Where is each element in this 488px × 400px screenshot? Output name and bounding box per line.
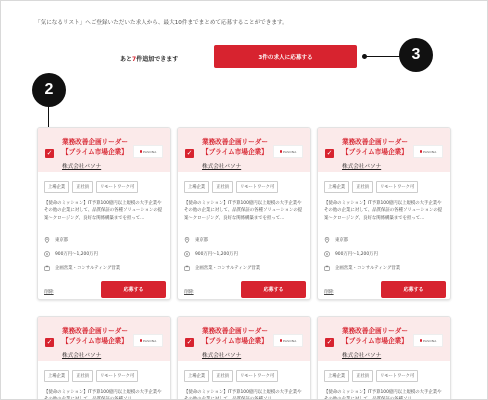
- location-row: [44, 237, 68, 243]
- intro-text: 「気になるリスト」へご登録いただいた求人から、最大10件までまとめて応募することができます。: [35, 20, 288, 26]
- location-text: 東京都: [195, 238, 209, 243]
- salary-row: [44, 251, 98, 257]
- check-icon: ✓: [46, 149, 53, 157]
- job-card[interactable]: [317, 127, 451, 300]
- salary-text: 900万円～1,200万円: [55, 252, 98, 257]
- tag: リモートワーク可: [96, 370, 138, 382]
- tag: 正社員: [72, 181, 93, 193]
- company-logo: PASONA: [413, 145, 443, 158]
- job-title[interactable]: 業務改善企画リーダー【プライム市場企業】: [62, 138, 128, 156]
- select-checkbox[interactable]: [185, 338, 194, 347]
- delete-link[interactable]: 削除: [44, 290, 54, 295]
- tag: 上場企業: [44, 181, 69, 193]
- company-name[interactable]: 株式会社パソナ: [62, 164, 102, 170]
- apply-button[interactable]: 応募する: [381, 281, 446, 298]
- tag: 上場企業: [324, 181, 349, 193]
- tag-list: [44, 181, 138, 193]
- tag-list: [324, 370, 418, 382]
- location-pin-icon: [324, 237, 330, 243]
- job-title[interactable]: 業務改善企画リーダー【プライム市場企業】: [202, 138, 268, 156]
- tag: 正社員: [352, 181, 373, 193]
- job-title[interactable]: 業務改善企画リーダー【プライム市場企業】: [342, 327, 408, 345]
- logo-mark-icon: [280, 339, 283, 342]
- tag: リモートワーク可: [96, 181, 138, 193]
- check-icon: ✓: [186, 338, 193, 346]
- salary-text: 900万円～1,200万円: [195, 252, 238, 257]
- briefcase-icon: [324, 265, 330, 271]
- salary-text: 900万円～1,200万円: [335, 252, 378, 257]
- job-type-text: 企画営業・コンサルティング営業: [195, 266, 261, 271]
- location-text: 東京都: [335, 238, 349, 243]
- tag-list: [44, 370, 138, 382]
- location-pin-icon: [44, 237, 50, 243]
- company-name[interactable]: 株式会社パソナ: [342, 353, 382, 359]
- apply-button[interactable]: 応募する: [101, 281, 166, 298]
- check-icon: ✓: [46, 338, 53, 346]
- job-description: 【使命のミッション】IT予算100億円以上規模の大手企業やその他の企業に対して、品質保証の各種ソリ: [324, 390, 442, 400]
- job-type-row: [184, 265, 260, 271]
- company-logo: PASONA: [273, 145, 303, 158]
- logo-mark-icon: [280, 150, 283, 153]
- tag: 正社員: [72, 370, 93, 382]
- briefcase-icon: [44, 265, 50, 271]
- select-checkbox[interactable]: [325, 338, 334, 347]
- tag: 上場企業: [324, 370, 349, 382]
- job-description: 【使命のミッション】IT予算100億円以上規模の大手企業やその他の企業に対して、品質保証の各種ソリューションの提案～クロージング、良好な関係構築までを担って...: [44, 201, 163, 221]
- yen-icon: [324, 251, 330, 257]
- remaining-prefix: あと: [120, 56, 133, 63]
- company-logo: PASONA: [273, 334, 303, 347]
- tag: 上場企業: [184, 370, 209, 382]
- select-checkbox[interactable]: [185, 149, 194, 158]
- logo-mark-icon: [420, 150, 423, 153]
- briefcase-icon: [184, 265, 190, 271]
- job-description: 【使命のミッション】IT予算100億円以上規模の大手企業やその他の企業に対して、品質保証の各種ソリューションの提案～クロージング、良好な関係構築までを担って...: [324, 201, 443, 221]
- company-name[interactable]: 株式会社パソナ: [342, 164, 382, 170]
- job-description: 【使命のミッション】IT予算100億円以上規模の大手企業やその他の企業に対して、品質保証の各種ソリ: [44, 390, 162, 400]
- logo-mark-icon: [140, 150, 143, 153]
- tag: 上場企業: [184, 181, 209, 193]
- company-logo: PASONA: [133, 145, 163, 158]
- yen-icon: [44, 251, 50, 257]
- tag-list: [184, 181, 278, 193]
- tag: リモートワーク可: [376, 181, 418, 193]
- job-title[interactable]: 業務改善企画リーダー【プライム市場企業】: [62, 327, 128, 345]
- logo-mark-icon: [420, 339, 423, 342]
- company-name[interactable]: 株式会社パソナ: [202, 353, 242, 359]
- job-description: 【使命のミッション】IT予算100億円以上規模の大手企業やその他の企業に対して、品質保証の各種ソリューションの提案～クロージング、良好な関係構築までを担って...: [184, 201, 303, 221]
- job-card[interactable]: [177, 316, 311, 400]
- callout-2-badge: 2: [32, 73, 66, 107]
- yen-icon: [184, 251, 190, 257]
- delete-link[interactable]: 削除: [324, 290, 334, 295]
- remaining-suffix: 件追加できます: [136, 56, 179, 63]
- tag: リモートワーク可: [376, 370, 418, 382]
- company-name[interactable]: 株式会社パソナ: [202, 164, 242, 170]
- tag-list: [324, 181, 418, 193]
- company-logo: PASONA: [413, 334, 443, 347]
- job-description: 【使命のミッション】IT予算100億円以上規模の大手企業やその他の企業に対して、品質保証の各種ソリ: [184, 390, 302, 400]
- tag-list: [184, 370, 278, 382]
- company-name[interactable]: 株式会社パソナ: [62, 353, 102, 359]
- tag: 正社員: [212, 181, 233, 193]
- location-row: [184, 237, 208, 243]
- job-card[interactable]: [37, 127, 171, 300]
- apply-button[interactable]: 応募する: [241, 281, 306, 298]
- job-type-row: [324, 265, 400, 271]
- location-row: [324, 237, 348, 243]
- callout-3-line: [365, 56, 401, 57]
- tag: 上場企業: [44, 370, 69, 382]
- select-checkbox[interactable]: [325, 149, 334, 158]
- job-type-text: 企画営業・コンサルティング営業: [335, 266, 401, 271]
- callout-3-badge: 3: [399, 38, 433, 72]
- check-icon: ✓: [326, 149, 333, 157]
- tag: リモートワーク可: [236, 181, 278, 193]
- tag: 正社員: [352, 370, 373, 382]
- remaining-count-text: [120, 54, 178, 63]
- job-card[interactable]: [177, 127, 311, 300]
- tag: 正社員: [212, 370, 233, 382]
- check-icon: ✓: [326, 338, 333, 346]
- job-title[interactable]: 業務改善企画リーダー【プライム市場企業】: [342, 138, 408, 156]
- remaining-count: 7: [132, 56, 137, 63]
- logo-mark-icon: [140, 339, 143, 342]
- job-title[interactable]: 業務改善企画リーダー【プライム市場企業】: [202, 327, 268, 345]
- location-pin-icon: [184, 237, 190, 243]
- salary-row: [324, 251, 378, 257]
- select-checkbox[interactable]: [45, 149, 54, 158]
- salary-row: [184, 251, 238, 257]
- tag: リモートワーク可: [236, 370, 278, 382]
- select-checkbox[interactable]: [45, 338, 54, 347]
- job-card[interactable]: [37, 316, 171, 400]
- location-text: 東京都: [55, 238, 69, 243]
- job-card[interactable]: [317, 316, 451, 400]
- delete-link[interactable]: 削除: [184, 290, 194, 295]
- job-type-text: 企画営業・コンサルティング営業: [55, 266, 121, 271]
- bulk-apply-button[interactable]: 3件の求人に応募する: [214, 45, 357, 68]
- job-type-row: [44, 265, 120, 271]
- check-icon: ✓: [186, 149, 193, 157]
- company-logo: PASONA: [133, 334, 163, 347]
